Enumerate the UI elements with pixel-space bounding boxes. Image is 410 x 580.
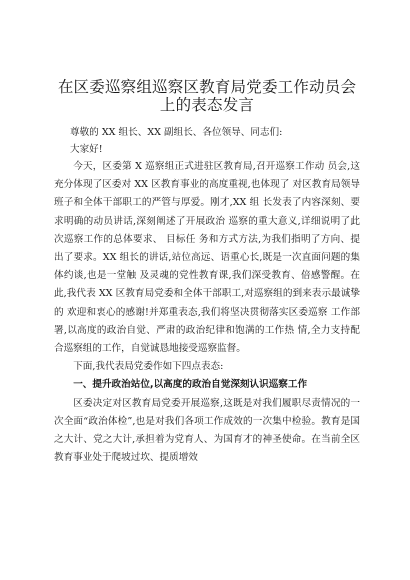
greeting: 大家好! [70, 144, 103, 155]
opening-paragraph: 今天，区委第 X 巡察组正式进驻区教育局,召开巡察工作动 员会,这充分体现了区委对 XX 区教育事业的高度重视,也体现了 对区教育局领导班子和全体干部职工的严管与厚爱。刚才,XX 组 长发表了内容深刻、要求明确的动员讲话,深刻阐述了开展政治 巡察的重大意义,详细说明了此次巡察工作的总体要求、 目标任 务和方式方法,为我们指明了方向、提出了要求。XX 组长的讲话,站位高远、语重心长,既是一次直面问题的集体约谈,也是一堂触 及灵魂的党性教育课,我们深受教育、倍感警醒。在此,我代表 XX 区教育局党委和全体干部职工,对巡察组的到来表示最诚挚的 欢迎和衷心的感谢!并郑重表态,我们将坚决贯彻落实区委巡察 工作部署,以高度的政治自觉、严肃的政治纪律和饱满的工作热 情,全力支持配合巡察组的工作，自觉诚恳地接受巡察监督。 [54, 161, 360, 355]
document-title: 在区委巡察组巡察区教育局党委工作动员会上的表态发言 [57, 78, 357, 114]
transition-paragraph: 下面,我代表局党委作如下四点表态: [73, 361, 224, 373]
salutation: 尊敬的 XX 组长、XX 副组长、各位领导、同志们: [70, 127, 283, 138]
section-heading: 一、提升政治站位,以高度的政治自觉深刻认识巡察工作 [73, 379, 308, 391]
section-paragraph: 区委决定对区教育局党委开展巡察,这既是对我们履职尽责情况的一次全面“政治体检”,也是对我们各项工作成效的一次集中检验。教育是国之大计、党之大计,承担着为党育人、为国育才的神圣使命。在当前全区教育事业处于爬坡过坎、提质增效 [54, 397, 360, 464]
